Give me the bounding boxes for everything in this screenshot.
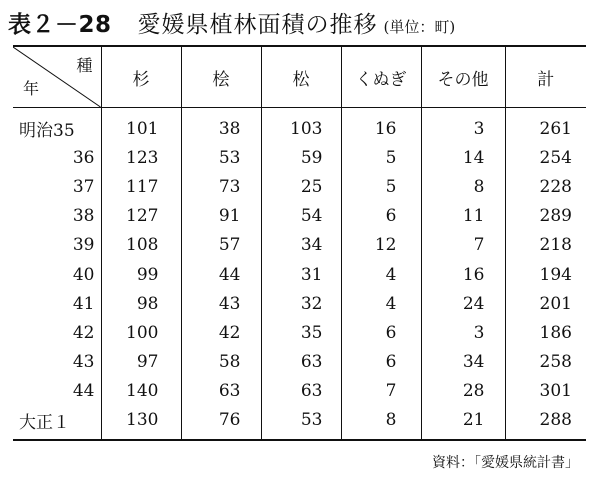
value-cell: 130 xyxy=(101,406,181,440)
value-cell: 228 xyxy=(505,172,586,201)
column-header: 桧 xyxy=(181,46,261,108)
table-row xyxy=(13,202,586,231)
value-cell: 91 xyxy=(181,202,261,231)
value-cell: 261 xyxy=(505,108,586,144)
value-cell: 4 xyxy=(341,260,421,289)
value-cell: 42 xyxy=(181,318,261,347)
value-cell: 25 xyxy=(261,172,341,201)
year-cell: 38 xyxy=(72,206,95,227)
value-cell: 16 xyxy=(341,108,421,144)
value-cell: 34 xyxy=(261,231,341,260)
year-cell: 43 xyxy=(72,352,95,373)
planting-area-table xyxy=(13,45,586,441)
table-row xyxy=(13,289,586,318)
value-cell: 53 xyxy=(261,406,341,440)
value-cell: 3 xyxy=(421,318,505,347)
value-cell: 186 xyxy=(505,318,586,347)
value-cell: 32 xyxy=(261,289,341,318)
table-row xyxy=(13,260,586,289)
year-cell: 42 xyxy=(72,322,95,343)
value-cell: 99 xyxy=(101,260,181,289)
table-row xyxy=(13,231,586,260)
value-cell: 53 xyxy=(181,143,261,172)
year-cell: 39 xyxy=(72,235,95,256)
value-cell: 34 xyxy=(421,348,505,377)
value-cell: 16 xyxy=(421,260,505,289)
table-caption: 愛媛県植林面積の推移 xyxy=(137,12,378,38)
value-cell: 31 xyxy=(261,260,341,289)
value-cell: 7 xyxy=(421,231,505,260)
year-cell: 37 xyxy=(72,176,95,197)
value-cell: 117 xyxy=(101,172,181,201)
column-header: その他 xyxy=(421,46,505,108)
value-cell: 103 xyxy=(261,108,341,144)
value-cell: 35 xyxy=(261,318,341,347)
value-cell: 7 xyxy=(341,377,421,406)
value-cell: 97 xyxy=(101,348,181,377)
value-cell: 59 xyxy=(261,143,341,172)
value-cell: 76 xyxy=(181,406,261,440)
unit-label: (単位：町) xyxy=(383,18,456,36)
table-row xyxy=(13,318,586,347)
value-cell: 194 xyxy=(505,260,586,289)
value-cell: 63 xyxy=(261,348,341,377)
value-cell: 6 xyxy=(341,318,421,347)
value-cell: 254 xyxy=(505,143,586,172)
value-cell: 63 xyxy=(181,377,261,406)
year-cell: 36 xyxy=(72,147,95,168)
value-cell: 108 xyxy=(101,231,181,260)
value-cell: 58 xyxy=(181,348,261,377)
value-cell: 6 xyxy=(341,202,421,231)
value-cell: 3 xyxy=(421,108,505,144)
table-row xyxy=(13,377,586,406)
column-header: 計 xyxy=(505,46,586,108)
value-cell: 57 xyxy=(181,231,261,260)
value-cell: 5 xyxy=(341,172,421,201)
value-cell: 289 xyxy=(505,202,586,231)
table-row xyxy=(13,143,586,172)
value-cell: 8 xyxy=(421,172,505,201)
value-cell: 63 xyxy=(261,377,341,406)
year-cell: 大正１ xyxy=(19,412,70,433)
value-cell: 288 xyxy=(505,406,586,440)
value-cell: 98 xyxy=(101,289,181,318)
value-cell: 12 xyxy=(341,231,421,260)
value-cell: 8 xyxy=(341,406,421,440)
year-cell: 44 xyxy=(72,381,95,402)
year-cell: 明治35 xyxy=(19,121,75,142)
column-header: 杉 xyxy=(101,46,181,108)
column-header: 松 xyxy=(261,46,341,108)
value-cell: 127 xyxy=(101,202,181,231)
table-row xyxy=(13,348,586,377)
year-cell: 41 xyxy=(72,293,95,314)
value-cell: 123 xyxy=(101,143,181,172)
corner-kind-label: 種 xyxy=(76,56,93,75)
year-cell: 40 xyxy=(72,264,95,285)
value-cell: 218 xyxy=(505,231,586,260)
value-cell: 201 xyxy=(505,289,586,318)
value-cell: 21 xyxy=(421,406,505,440)
table-row xyxy=(13,406,586,440)
value-cell: 258 xyxy=(505,348,586,377)
table-row xyxy=(13,108,586,144)
value-cell: 140 xyxy=(101,377,181,406)
value-cell: 11 xyxy=(421,202,505,231)
header-row xyxy=(13,46,586,108)
value-cell: 6 xyxy=(341,348,421,377)
value-cell: 301 xyxy=(505,377,586,406)
value-cell: 38 xyxy=(181,108,261,144)
table-row xyxy=(13,172,586,201)
value-cell: 44 xyxy=(181,260,261,289)
value-cell: 73 xyxy=(181,172,261,201)
corner-header xyxy=(13,46,101,108)
column-header: くぬぎ xyxy=(341,46,421,108)
value-cell: 100 xyxy=(101,318,181,347)
value-cell: 54 xyxy=(261,202,341,231)
table-title xyxy=(8,6,598,40)
value-cell: 14 xyxy=(421,143,505,172)
source-note: 資料：「愛媛県統計書」 xyxy=(432,455,579,471)
value-cell: 24 xyxy=(421,289,505,318)
value-cell: 5 xyxy=(341,143,421,172)
table-number: 表２－28 xyxy=(8,12,112,38)
value-cell: 101 xyxy=(101,108,181,144)
value-cell: 43 xyxy=(181,289,261,318)
value-cell: 4 xyxy=(341,289,421,318)
value-cell: 28 xyxy=(421,377,505,406)
corner-year-label: 年 xyxy=(23,79,40,98)
